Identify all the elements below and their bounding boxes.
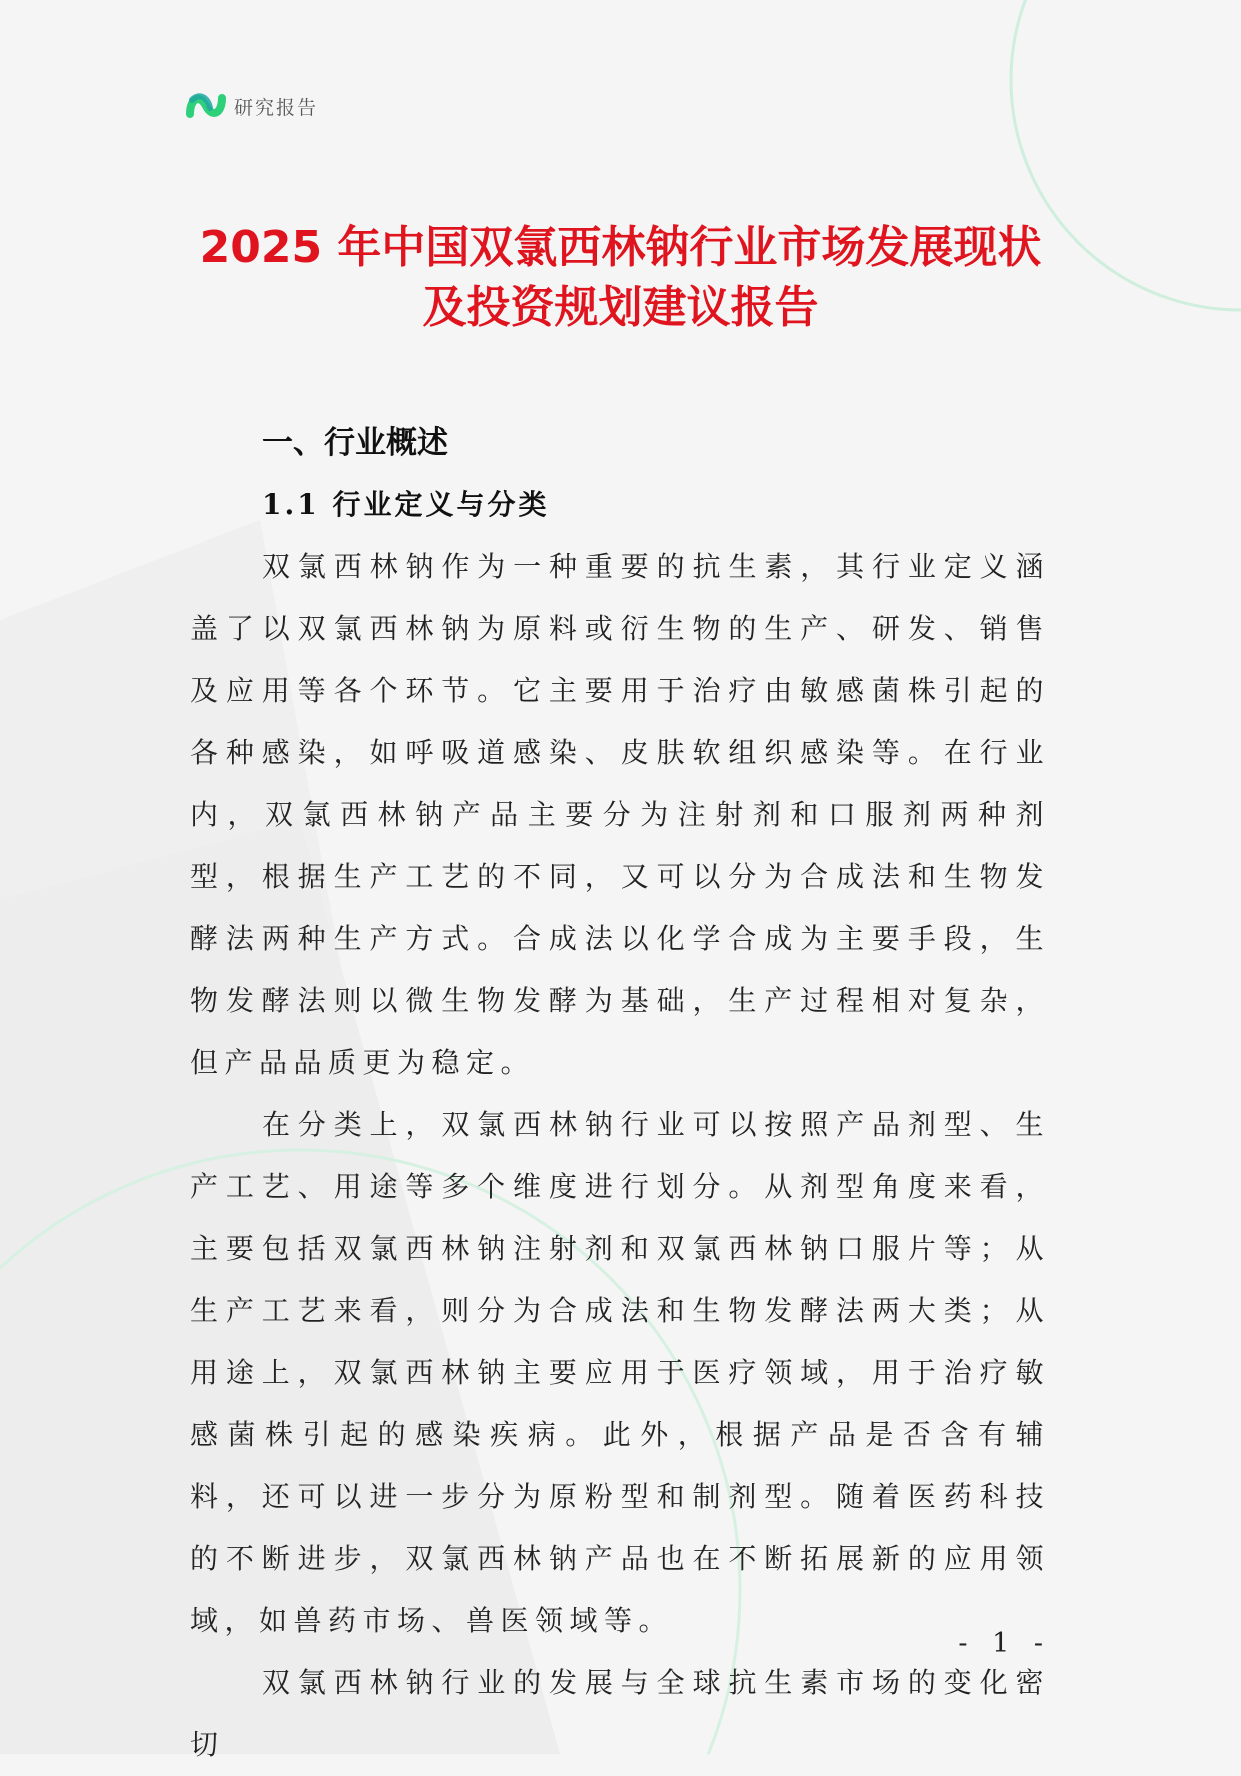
report-body: [190, 412, 1050, 1776]
report-title-line-2: 及投资规划建议报告: [422, 282, 819, 333]
header-brand: [186, 88, 318, 124]
brand-label: 研究报告: [234, 96, 319, 119]
section-heading: 一、行业概述: [262, 425, 448, 461]
page-number: - 1 -: [958, 1628, 1051, 1659]
body-paragraph-3: 双氯西林钠行业的发展与全球抗生素市场的变化密切: [190, 1666, 1050, 1761]
report-title: [150, 218, 1091, 338]
body-paragraph-1: 双氯西林钠作为一种重要的抗生素，其行业定义涵盖了以双氯西林钠为原料或衍生物的生产、研发、销售及应用等各个环节。它主要用于治疗由敏感菌株引起的各种感染，如呼吸道感染、皮肤软组织感染等。在行业内，双氯西林钠产品主要分为注射剂和口服剂两种剂型，根据生产工艺的不同，又可以分为合成法和生物发酵法两种生产方式。合成法以化学合成为主要手段，生物发酵法则以微生物发酵为基础，生产过程相对复杂，但产品品质更为稳定。: [190, 550, 1050, 1079]
subsection-heading: 1.1 行业定义与分类: [262, 488, 550, 521]
body-paragraph-2: 在分类上，双氯西林钠行业可以按照产品剂型、生产工艺、用途等多个维度进行划分。从剂型角度来看，主要包括双氯西林钠注射剂和双氯西林钠口服片等；从生产工艺来看，则分为合成法和生物发酵法两大类；从用途上，双氯西林钠主要应用于医疗领域，用于治疗敏感菌株引起的感染疾病。此外，根据产品是否含有辅料，还可以进一步分为原粉型和制剂型。随着医药科技的不断进步，双氯西林钠产品也在不断拓展新的应用领域，如兽药市场、兽医领域等。: [190, 1108, 1050, 1637]
brand-logo-icon: [186, 88, 226, 124]
report-title-line-1: 2025 年中国双氯西林钠行业市场发展现状: [199, 222, 1042, 273]
